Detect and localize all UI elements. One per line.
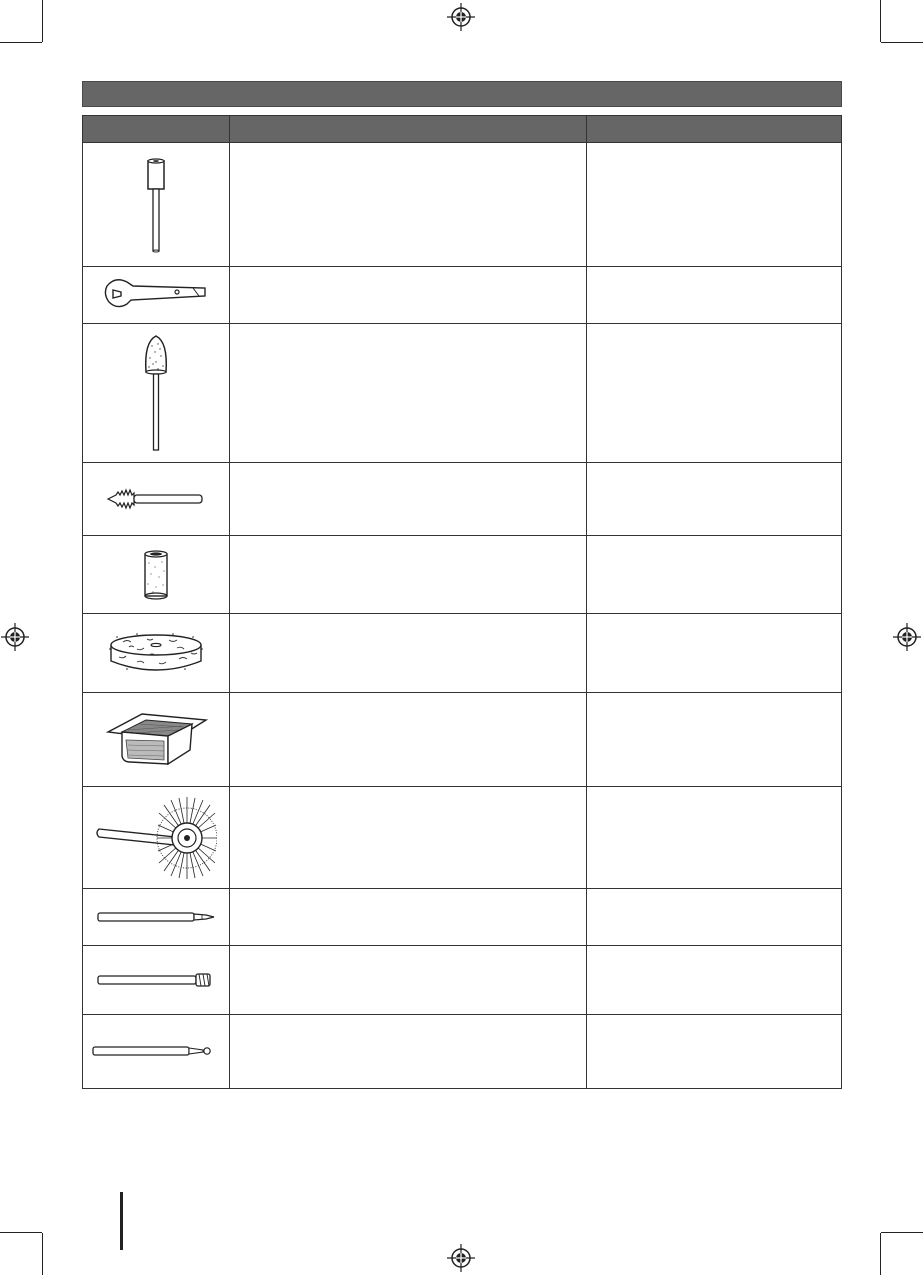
table-row [83,946,842,1015]
polishing-compound-tray-icon [104,710,208,770]
table-header-row [83,116,842,143]
ball-engraving-cutter-icon [91,1043,221,1059]
crop-mark [880,1233,881,1275]
image-cell [83,536,230,614]
sanding-drum-mandrel-icon [136,155,176,255]
image-cell [83,267,230,324]
description-cell [230,787,586,889]
table-row [83,693,842,787]
image-cell [83,1015,230,1089]
polishing-wheel-icon [107,629,205,677]
note-cell [586,889,841,946]
felt-polishing-cone-icon [136,332,176,454]
cylindrical-cutter-icon [96,971,216,989]
table-row [83,267,842,324]
felt-polishing-tip-screw-mandrel-icon [106,487,206,511]
image-cell [83,946,230,1015]
table-row [83,614,842,693]
sanding-sleeve-icon [141,549,171,601]
note-cell [586,536,841,614]
description-cell [230,267,586,324]
crop-mark [881,42,923,43]
note-cell [586,614,841,693]
description-cell [230,143,586,267]
section-title-bar [82,81,842,107]
image-cell [83,324,230,463]
wire-brush-wheel-icon [95,793,217,883]
note-cell [586,693,841,787]
description-cell [230,1015,586,1089]
engraving-cutter-point-icon [96,909,216,925]
spanner-wrench-icon [101,278,211,312]
note-cell [586,946,841,1015]
image-cell [83,889,230,946]
description-cell [230,463,586,536]
table-row [83,463,842,536]
margin-rule [120,1192,123,1250]
crop-mark [42,0,43,42]
crop-mark [880,0,881,42]
registration-mark-icon [446,1243,476,1273]
registration-mark-icon [892,622,922,652]
accessories-table [82,115,842,1089]
header-note [586,116,841,143]
image-cell [83,143,230,267]
description-cell [230,614,586,693]
image-cell [83,463,230,536]
note-cell [586,787,841,889]
note-cell [586,143,841,267]
header-image [83,116,230,143]
table-row [83,324,842,463]
crop-mark [881,1232,923,1233]
table-row [83,787,842,889]
description-cell [230,324,586,463]
table-row [83,536,842,614]
description-cell [230,693,586,787]
image-cell [83,787,230,889]
description-cell [230,889,586,946]
table-row [83,889,842,946]
header-description [230,116,586,143]
note-cell [586,463,841,536]
registration-mark-icon [446,2,476,32]
note-cell [586,324,841,463]
image-cell [83,614,230,693]
table-row [83,1015,842,1089]
note-cell [586,267,841,324]
crop-mark [0,42,42,43]
crop-mark [0,1232,42,1233]
description-cell [230,536,586,614]
description-cell [230,946,586,1015]
note-cell [586,1015,841,1089]
image-cell [83,693,230,787]
table-row [83,143,842,267]
registration-mark-icon [0,622,30,652]
crop-mark [42,1233,43,1275]
